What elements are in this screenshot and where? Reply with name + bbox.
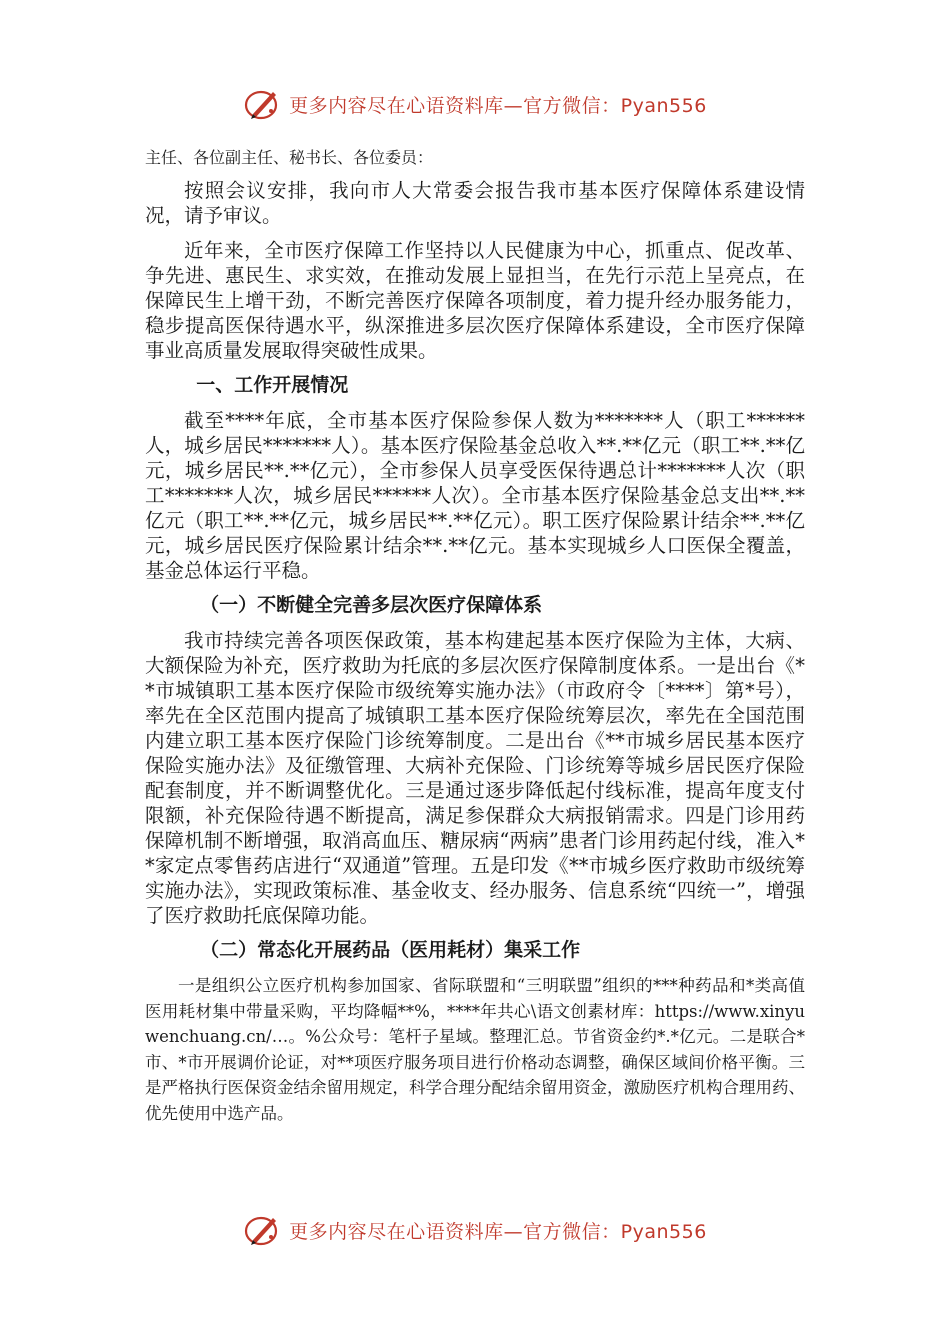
intro-paragraph-2: 近年来，全市医疗保障工作坚持以人民健康为中心，抓重点、促改革、争先进、惠民生、求实效，在推动发展上显担当，在先行示范上呈亮点，在保障民生上增干劲，不断完善医疗保障各项制度，着力提升经办服务能力，稳步提高医保待遇水平，纵深推进多层次医疗保障体系建设，全市医疗保障事业高质量发展取得突破性成果。 xyxy=(145,239,805,362)
banner-text: 更多内容尽在心语资料库—官方微信：Pyan556 xyxy=(289,1220,707,1243)
subsection-1-paragraph: 我市持续完善各项医保政策，基本构建起基本医疗保险为主体，大病、大额保险为补充，医疗救助为托底的多层次医疗保障制度体系。一是出台《**市城镇职工基本医疗保险市级统筹实施办法》（市政府令〔****〕第*号），率先在全区范围内提高了城镇职工基本医疗保险统筹层次，率先在全国范围内建立职工基本医疗保险门诊统筹制度。二是出台《**市城乡居民基本医疗保险实施办法》及征缴管理、大病补充保险、门诊统筹等城乡居民医疗保险配套制度，并不断调整优化。三是通过逐步降低起付线标准，提高年度支付限额，补充保险待遇不断提高，满足参保群众大病报销需求。四是门诊用药保障机制不断增强，取消高血压、糖尿病“两病”患者门诊用药起付线，准入**家定点零售药店进行“双通道”管理。五是印发《**市城乡医疗救助市级统筹实施办法》，实现政策标准、基金收支、经办服务、信息系统“四统一”，增强了医疗救助托底保障功能。 xyxy=(145,629,805,927)
document-body xyxy=(145,146,805,1126)
banner-text: 更多内容尽在心语资料库—官方微信：Pyan556 xyxy=(289,94,707,117)
footer-watermark-banner xyxy=(0,1208,950,1252)
section-1-heading: 一、工作开展情况 xyxy=(196,374,349,396)
pen-logo-icon xyxy=(243,1210,283,1250)
section-1-paragraph: 截至****年底，全市基本医疗保险参保人数为*******人（职工******人，城乡居民*******人）。基本医疗保险基金总收入**.**亿元（职工**.**亿元，城乡居民**.**亿元），全市参保人员享受医保待遇总计*******人次（职工*******人次，城乡居民******人次）。全市基本医疗保险基金总支出**.**亿元（职工**.**亿元，城乡居民**.**亿元）。职工医疗保险累计结余**.**亿元，城乡居民医疗保险累计结余**.**亿元。基本实现城乡人口医保全覆盖，基金总体运行平稳。 xyxy=(145,409,805,582)
subsection-2-heading: （二）常态化开展药品（医用耗材）集采工作 xyxy=(200,939,581,961)
subsection-2-paragraph: 一是组织公立医疗机构参加国家、省际联盟和“三明联盟”组织的***种药品和*类高值医用耗材集中带量采购，平均降幅**%，****年共心\语文创素材库：https://www.xinyuwenchuang.cn/…。%公众号：笔杆子星域。整理汇总。节省资金约*.*亿元。二是联合*市、*市开展调价论证，对**项医疗服务项目进行价格动态调整，确保区域间价格平衡。三是严格执行医保资金结余留用规定，科学合理分配结余留用资金，激励医疗机构合理用药、优先使用中选产品。 xyxy=(145,976,805,1123)
header-watermark-banner xyxy=(0,82,950,126)
salutation: 主任、各位副主任、秘书长、各位委员： xyxy=(145,148,434,167)
intro-paragraph-1: 按照会议安排，我向市人大常委会报告我市基本医疗保障体系建设情况，请予审议。 xyxy=(145,179,805,227)
subsection-1-heading: （一）不断健全完善多层次医疗保障体系 xyxy=(200,594,543,616)
pen-logo-icon xyxy=(243,84,283,124)
